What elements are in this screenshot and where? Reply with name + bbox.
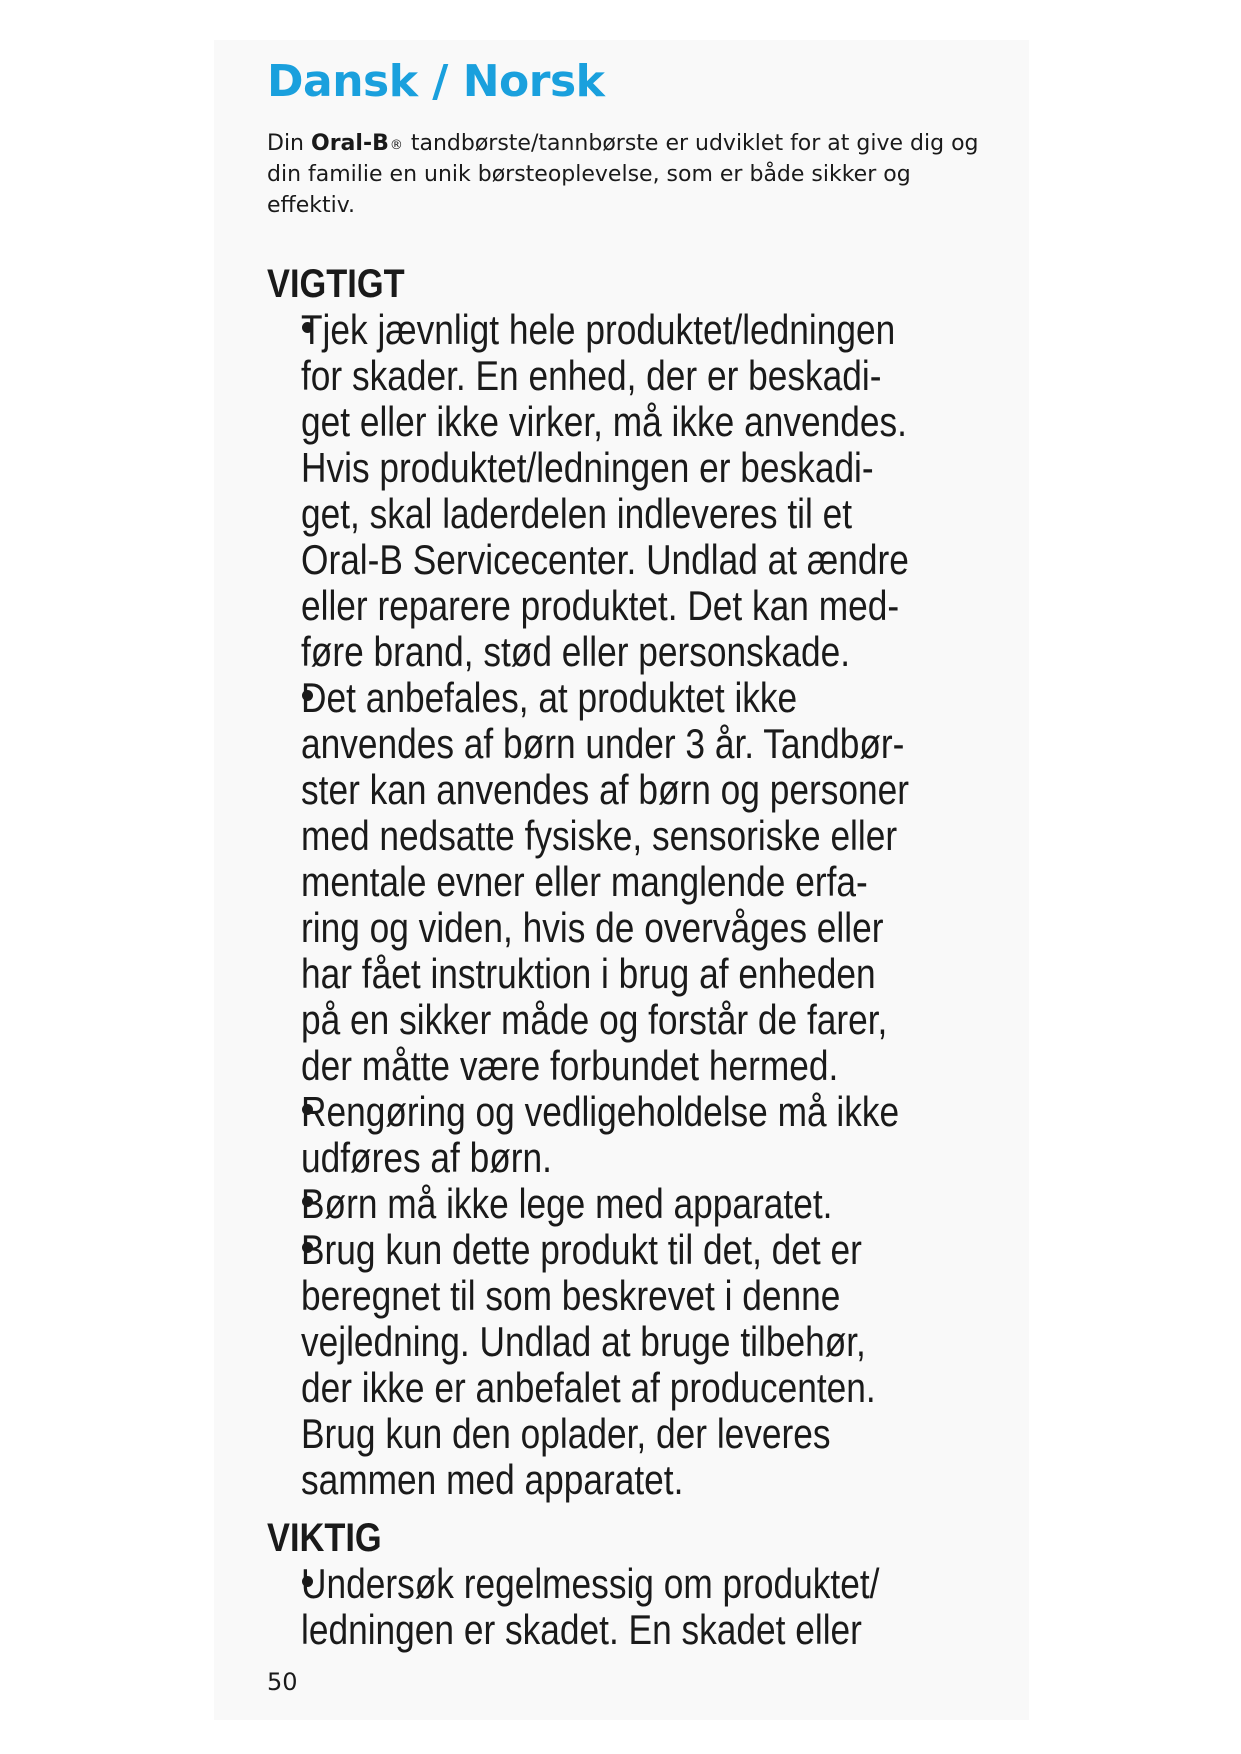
warning-list-danish: [267, 307, 1007, 1503]
warning-text: Børn må ikke lege med apparatet.: [301, 1180, 833, 1227]
page-number: 50: [267, 1668, 298, 1696]
warning-item: [267, 1561, 1061, 1653]
brand-name: Oral-B: [311, 131, 389, 156]
intro-text-after: tandbørste/tannbørste er udviklet for at give dig og din familie en unik børsteoplevelse, som er både sikker og effektiv.: [267, 131, 979, 218]
warning-item: [267, 1181, 1061, 1227]
section-heading-viktig: VIKTIG: [267, 1516, 382, 1560]
warning-text: Undersøk regelmessig om produktet/ ledningen er skadet. En skadet eller: [301, 1560, 880, 1653]
intro-paragraph: [267, 128, 982, 221]
section-heading-vigtigt: VIGTIGT: [267, 262, 405, 306]
document-content: [267, 52, 1007, 1653]
warning-text: Brug kun dette produkt til det, det er beregnet til som beskrevet i denne vejledning. Undlad at bruge tilbehør, der ikke er anbefalet af producenten. Brug kun den oplader, der leveres sammen med apparatet.: [301, 1226, 876, 1503]
intro-text-before: Din: [267, 131, 311, 156]
language-title: Dansk / Norsk: [267, 56, 605, 107]
registered-mark: ®: [389, 138, 403, 153]
warning-text: Tjek jævnligt hele produktet/ledningen for skader. En enhed, der er beskadi- get eller ikke virker, må ikke anvendes. Hvis produktet/ledningen er beskadi- get, skal laderdelen indleveres til et Oral-B Servicecenter. Undlad at ændre eller reparere produktet. Det kan med- føre brand, stød eller personskade.: [301, 306, 909, 675]
warning-text: Det anbefales, at produktet ikke anvendes af børn under 3 år. Tandbør- ster kan anvendes af børn og personer med nedsatte fysiske, sensoriske eller mentale evner eller manglende erfa- ring og viden, hvis de overvåges eller har fået instruktion i brug af enheden på en sikker måde og forstår de farer, der måtte være forbundet hermed.: [301, 674, 909, 1089]
warning-list-norwegian: [267, 1561, 1007, 1653]
warning-item: [267, 1227, 1061, 1503]
warning-text: Rengøring og vedligeholdelse må ikke udføres af børn.: [301, 1088, 900, 1181]
warning-item: [267, 307, 1061, 675]
warning-item: [267, 1089, 1061, 1181]
warning-item: [267, 675, 1061, 1089]
